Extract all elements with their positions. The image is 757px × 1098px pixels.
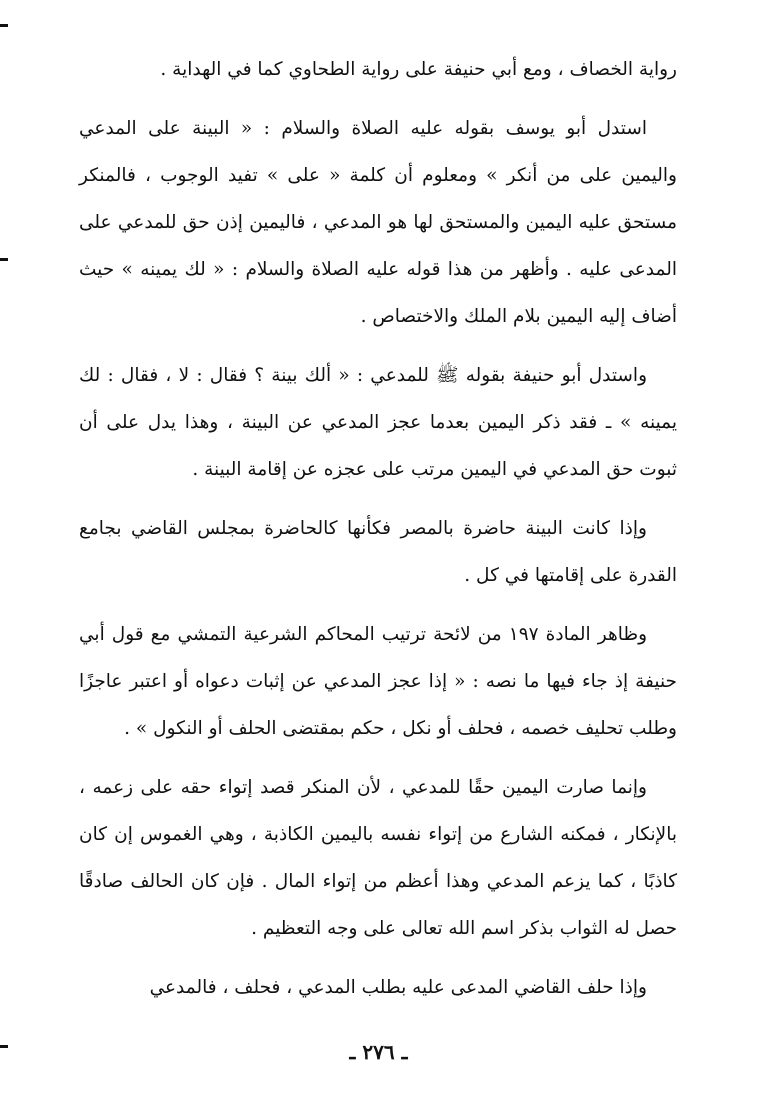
margin-mark (0, 24, 8, 27)
paragraph-4: وإذا كانت البينة حاضرة بالمصر فكأنها كالحاضرة بمجلس القاضي بجامع القدرة على إقامتها في كل . (79, 518, 677, 586)
paragraph-6: وإنما صارت اليمين حقًا للمدعي ، لأن المنكر قصد إتواء حقه على زعمه ، بالإنكار ، فمكنه الشارع من إتواء نفسه باليمين الكاذبة ، وهي الغموس إن كان كاذبًا ، كما يزعم المدعي وهذا أعظم من إتواء المال . فإن كان الحالف صادقًا حصل له الثواب بذكر اسم الله تعالى على وجه التعظيم . (79, 777, 677, 939)
margin-mark (0, 258, 8, 261)
paragraph-7: وإذا حلف القاضي المدعى عليه بطلب المدعي ، فحلف ، فالمدعي (149, 977, 647, 998)
page-number: ـ ٢٧٦ ـ (349, 1040, 408, 1064)
paragraph-5: وظاهر المادة ١٩٧ من لائحة ترتيب المحاكم الشرعية التمشي مع قول أبي حنيفة إذ جاء فيها ما نصه : « إذا عجز المدعي عن إثبات دعواه أو اعتبر عاجزًا وطلب تحليف خصمه ، فحلف أو نكل ، حكم بمقتضى الحلف أو النكول » . (79, 624, 677, 739)
paragraph-1: رواية الخصاف ، ومع أبي حنيفة على رواية الطحاوي كما في الهداية . (160, 59, 677, 80)
body-text (79, 46, 677, 1011)
paragraph-3: واستدل أبو حنيفة بقوله ﷺ للمدعي : « ألك بينة ؟ فقال : لا ، فقال : لك يمينه » ـ فقد ذكر اليمين بعدما عجز المدعي عن البينة ، وهذا يدل على أن ثبوت حق المدعي في اليمين مرتب على عجزه عن إقامة البينة . (79, 365, 677, 480)
paragraph-2: استدل أبو يوسف بقوله عليه الصلاة والسلام : « البينة على المدعي واليمين على من أنكر » ومعلوم أن كلمة « على » تفيد الوجوب ، فالمنكر مستحق عليه اليمين والمستحق لها هو المدعي ، فاليمين إذن حق للمدعي على المدعى عليه . وأظهر من هذا قوله عليه الصلاة والسلام : « لك يمينه » حيث أضاف إليه اليمين بلام الملك والاختصاص . (79, 118, 677, 327)
